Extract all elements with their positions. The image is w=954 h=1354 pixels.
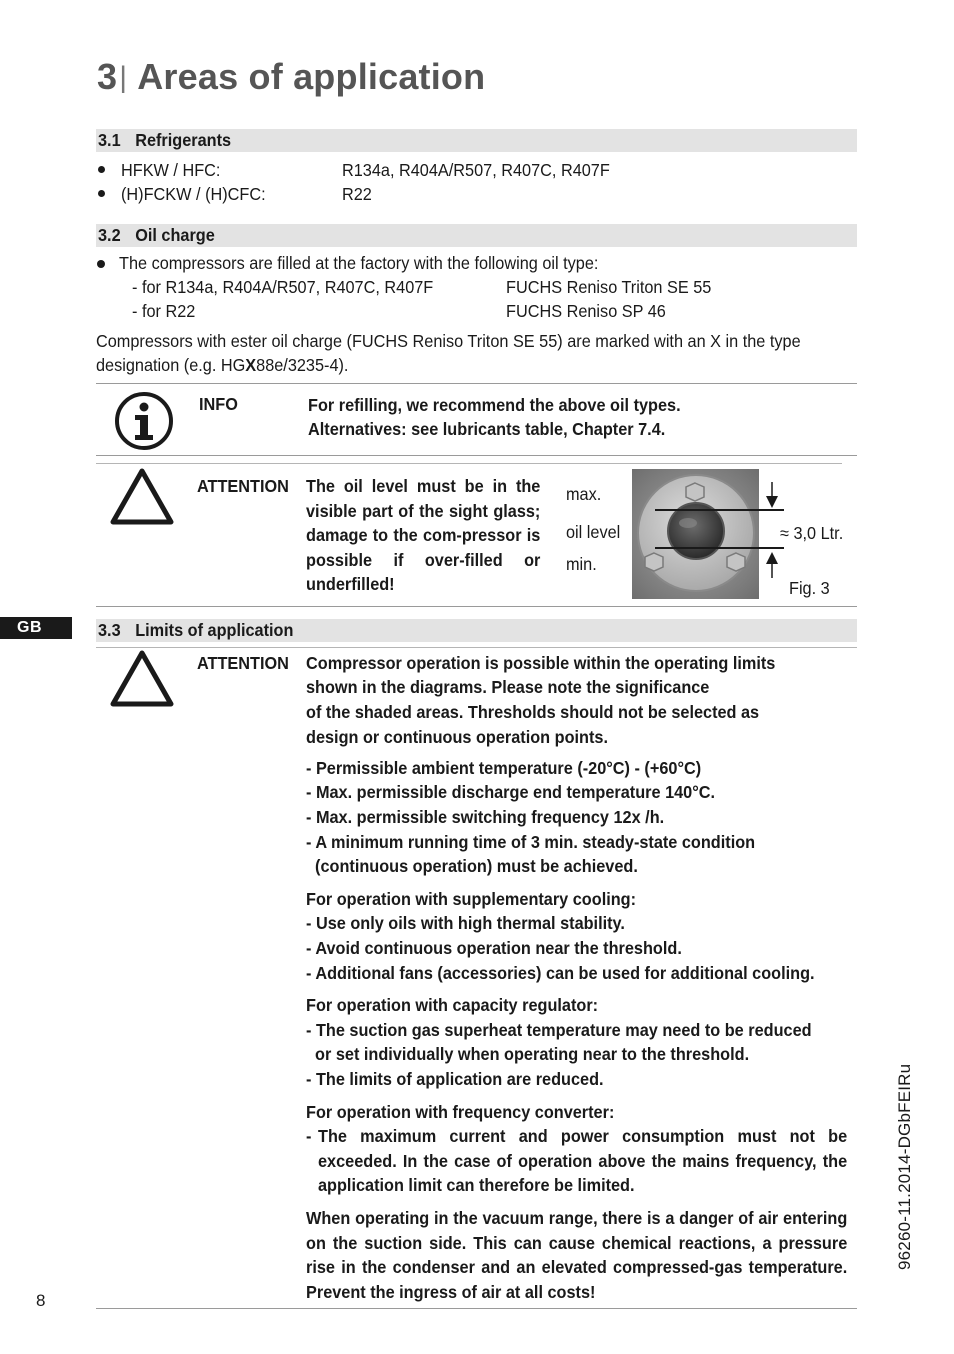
cooling-item: - Use only oils with high thermal stability.	[306, 913, 625, 933]
attention-label: ATTENTION	[197, 476, 289, 496]
bullet-icon	[97, 260, 105, 268]
refrigerant-label: (H)FCKW / (H)CFC:	[121, 184, 266, 204]
oil-intro: The compressors are filled at the factory with the following oil type:	[119, 253, 599, 273]
level-arrows-icon	[764, 482, 780, 578]
fig-caption: Fig. 3	[789, 578, 830, 598]
title-separator: |	[119, 61, 128, 94]
oil-row-value: FUCHS Reniso SP 46	[506, 301, 666, 321]
ester-note-line-2: designation (e.g. HGX88e/3235-4).	[96, 355, 349, 375]
section-3-3-header	[96, 619, 857, 642]
warning-triangle-icon	[108, 466, 176, 526]
info-label: INFO	[199, 394, 238, 414]
refrigerant-value: R134a, R404A/R507, R407C, R407F	[342, 160, 610, 180]
oil-row-label: - for R134a, R404A/R507, R407C, R407F	[132, 277, 434, 297]
limits-list-item: - Permissible ambient temperature (-20°C) - (+60°C)	[306, 758, 702, 778]
capacity-item: or set individually when operating near to the threshold.	[306, 1044, 750, 1064]
warning-triangle-icon	[108, 648, 176, 708]
divider	[96, 1308, 857, 1309]
capacity-item: - The suction gas superheat temperature may need to be reduced	[306, 1020, 812, 1040]
language-tab: GB	[0, 617, 72, 639]
oil-row-label: - for R22	[132, 301, 196, 321]
bullet-icon	[98, 190, 105, 197]
sight-glass-photo	[632, 469, 759, 599]
frequency-heading: For operation with frequency converter:	[306, 1102, 615, 1122]
attention-oil-text: The oil level must be in the visible part of the sight glass; damage to the com-pressor is possible if over-filled or underfilled!	[306, 476, 541, 594]
chapter-title	[97, 56, 485, 98]
fig-min-label: min.	[566, 554, 597, 574]
divider	[96, 606, 857, 607]
fig-volume-label: ≈ 3,0 Ltr.	[780, 523, 844, 543]
divider	[96, 455, 857, 456]
refrigerant-value: R22	[342, 184, 372, 204]
oil-row-value: FUCHS Reniso Triton SE 55	[506, 277, 712, 297]
cooling-heading: For operation with supplementary cooling:	[306, 889, 637, 909]
chapter-title-text: Areas of application	[137, 56, 486, 97]
limits-paragraph-line: Compressor operation is possible within the operating limits	[306, 653, 776, 673]
document-code: 96260-11.2014-DGbFEIRu	[895, 1063, 914, 1270]
refrigerant-label: HFKW / HFC:	[121, 160, 221, 180]
frequency-text: The maximum current and power consumption must not be exceeded. In the case of operation above the mains frequency, the application limit can therefore be limited.	[318, 1126, 848, 1195]
section-number: 3.1	[98, 130, 121, 150]
section-title: Refrigerants	[135, 130, 232, 150]
capacity-item: - The limits of application are reduced.	[306, 1069, 604, 1089]
page-number: 8	[36, 1291, 46, 1310]
frequency-dash: -	[306, 1126, 312, 1146]
section-title: Limits of application	[135, 620, 294, 640]
vacuum-warning-text: When operating in the vacuum range, there is a danger of air entering on the suction side. This can cause chemical reactions, a pressure rise in the condenser and an elevated compressed-gas temperature. Prevent the ingress of air at all costs!	[306, 1208, 848, 1302]
section-number: 3.3	[98, 620, 121, 640]
cooling-item: - Additional fans (accessories) can be used for additional cooling.	[306, 963, 815, 983]
section-number: 3.2	[98, 225, 121, 245]
limits-list-item: (continuous operation) must be achieved.	[306, 856, 638, 876]
section-3-1-header	[96, 129, 857, 152]
info-text-line-2: Alternatives: see lubricants table, Chapter 7.4.	[308, 419, 666, 439]
limits-list-item: - Max. permissible switching frequency 12x /h.	[306, 807, 665, 827]
bullet-icon	[98, 166, 105, 173]
capacity-heading: For operation with capacity regulator:	[306, 995, 599, 1015]
divider	[96, 463, 842, 464]
limits-paragraph-line: design or continuous operation points.	[306, 727, 608, 747]
chapter-number: 3	[97, 56, 118, 97]
cooling-item: - Avoid continuous operation near the threshold.	[306, 938, 682, 958]
info-text-line-1: For refilling, we recommend the above oil types.	[308, 395, 681, 415]
section-3-2-header	[96, 224, 857, 247]
fig-oil-level-label: oil level	[566, 522, 621, 542]
limits-list-item: - A minimum running time of 3 min. steady-state condition	[306, 832, 756, 852]
limits-list-item: - Max. permissible discharge end temperature 140°C.	[306, 782, 716, 802]
divider	[96, 383, 857, 384]
attention-label: ATTENTION	[197, 653, 289, 673]
limits-paragraph-line: shown in the diagrams. Please note the significance	[306, 677, 710, 697]
section-title: Oil charge	[135, 225, 215, 245]
divider	[96, 647, 857, 648]
limits-paragraph-line: of the shaded areas. Thresholds should not be selected as	[306, 702, 760, 722]
info-icon	[113, 390, 175, 452]
fig-max-label: max.	[566, 484, 602, 504]
ester-note-line-1: Compressors with ester oil charge (FUCHS Reniso Triton SE 55) are marked with an X in the type	[96, 331, 801, 351]
